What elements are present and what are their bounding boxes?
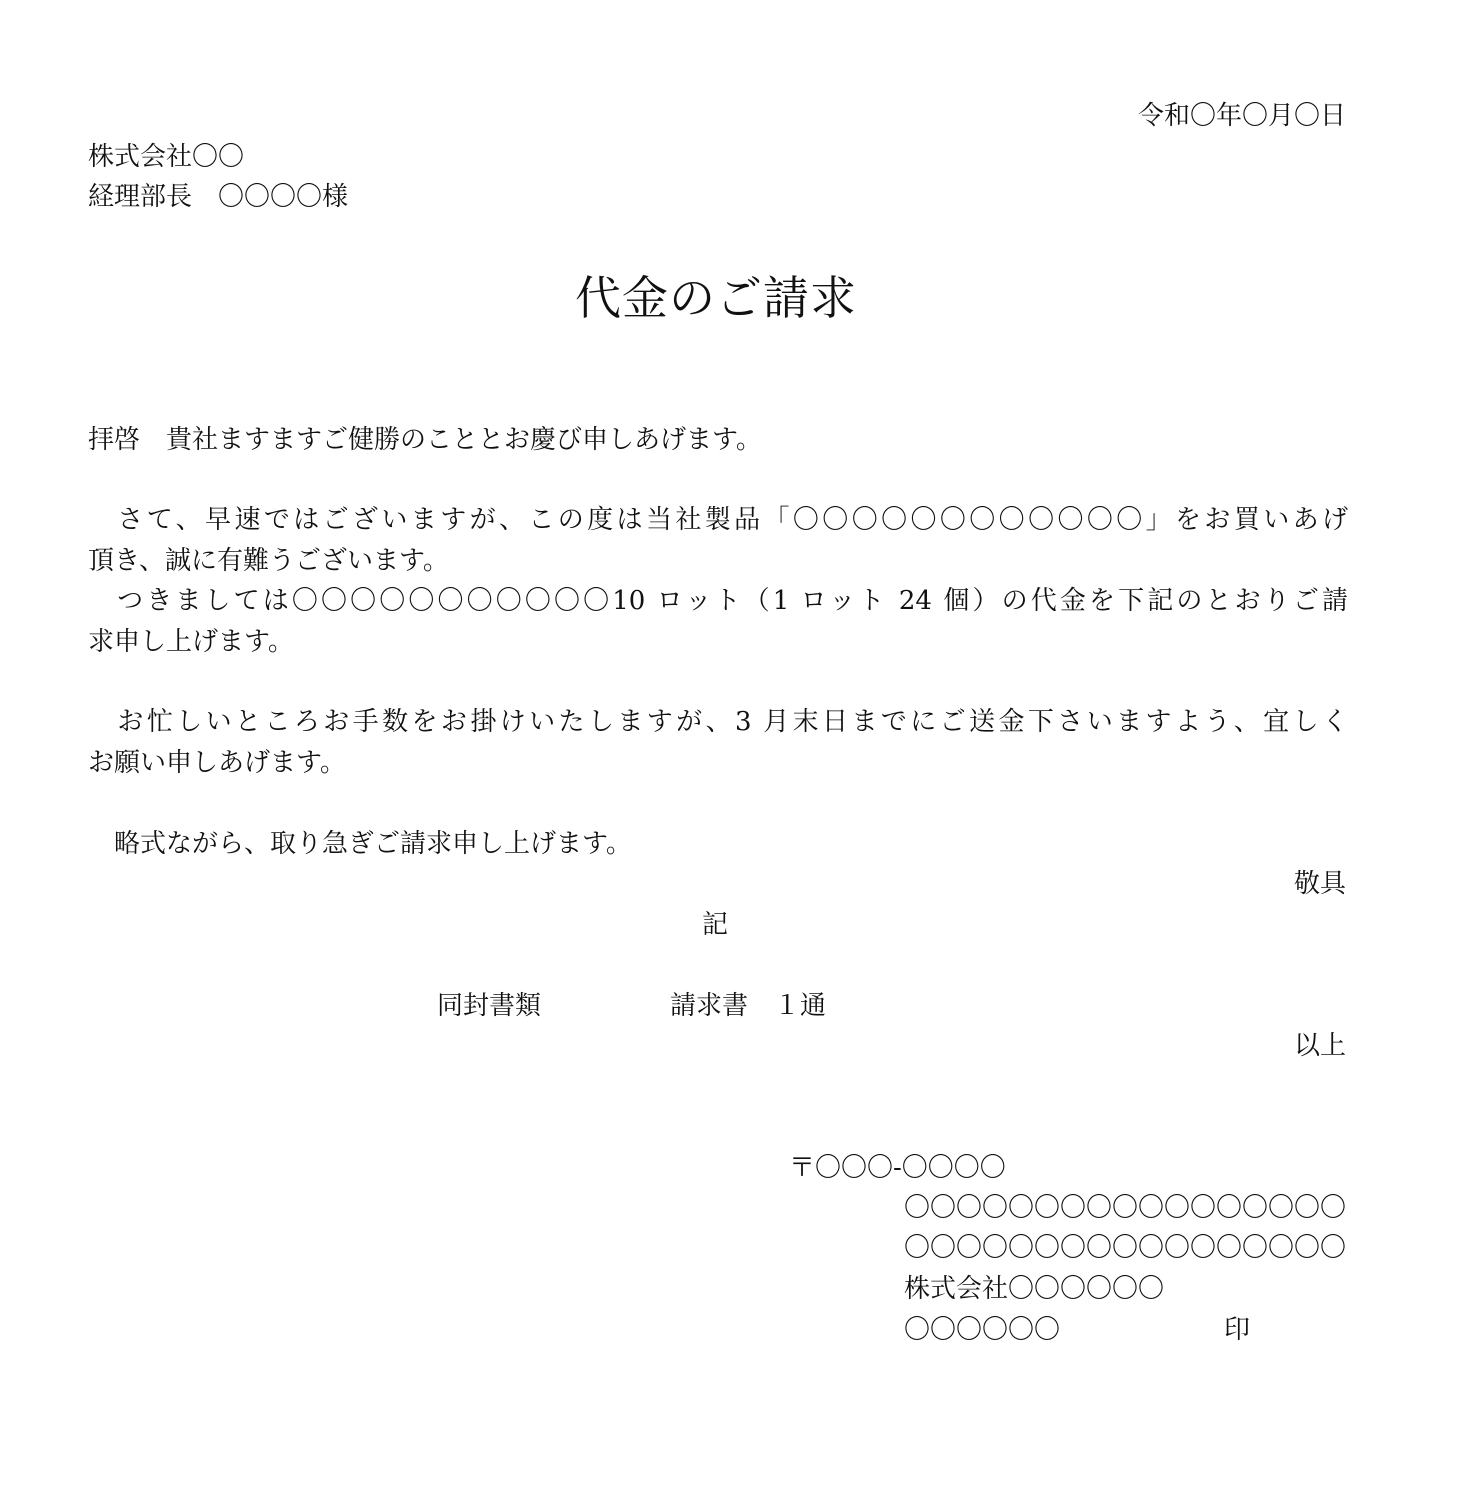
paragraph-1-line-1: さて、早速ではございますが、この度は当社製品「〇〇〇〇〇〇〇〇〇〇〇〇」をお買いあげ bbox=[88, 505, 1348, 535]
sender-company: 株式会社〇〇〇〇〇〇 bbox=[904, 1274, 1165, 1304]
recipient-person: 経理部長 〇〇〇〇様 bbox=[88, 182, 349, 212]
sender-address-line-2: 〇〇〇〇〇〇〇〇〇〇〇〇〇〇〇〇〇 bbox=[904, 1233, 1347, 1263]
enclosure-label: 同封書類 bbox=[437, 991, 542, 1021]
paragraph-3-line-1: お忙しいところお手数をお掛けいたしますが、3 月末日までにご送金下さいますよう、宜しく bbox=[88, 707, 1348, 737]
paragraph-2-line-2: 求申し上げます。 bbox=[88, 627, 294, 657]
letter-title: 代金のご請求 bbox=[575, 271, 857, 325]
enclosure-item: 請求書 １通 bbox=[670, 991, 827, 1021]
paragraph-2-line-1: つきましては〇〇〇〇〇〇〇〇〇〇〇10 ロット（1 ロット 24 個）の代金を下記のとおりご請 bbox=[88, 586, 1348, 616]
seal-mark: 印 bbox=[1224, 1315, 1251, 1345]
recipient-company: 株式会社〇〇 bbox=[88, 142, 245, 172]
sender-postal-code: 〒〇〇〇-〇〇〇〇 bbox=[789, 1153, 1006, 1183]
sender-name: 〇〇〇〇〇〇 bbox=[904, 1315, 1061, 1345]
paragraph-4: 略式ながら、取り急ぎご請求申し上げます。 bbox=[88, 829, 632, 859]
paragraph-3-line-2: お願い申しあげます。 bbox=[88, 748, 346, 778]
record-heading: 記 bbox=[702, 910, 729, 940]
sender-address-line-1: 〇〇〇〇〇〇〇〇〇〇〇〇〇〇〇〇〇 bbox=[904, 1193, 1347, 1223]
letter-date: 令和〇年〇月〇日 bbox=[1137, 101, 1346, 131]
closing-keigu: 敬具 bbox=[1293, 869, 1346, 899]
greeting-line: 拝啓 貴社ますますご健勝のこととお慶び申しあげます。 bbox=[88, 425, 762, 455]
paragraph-1-line-2: 頂き、誠に有難うございます。 bbox=[88, 546, 449, 576]
record-end: 以上 bbox=[1293, 1031, 1346, 1061]
